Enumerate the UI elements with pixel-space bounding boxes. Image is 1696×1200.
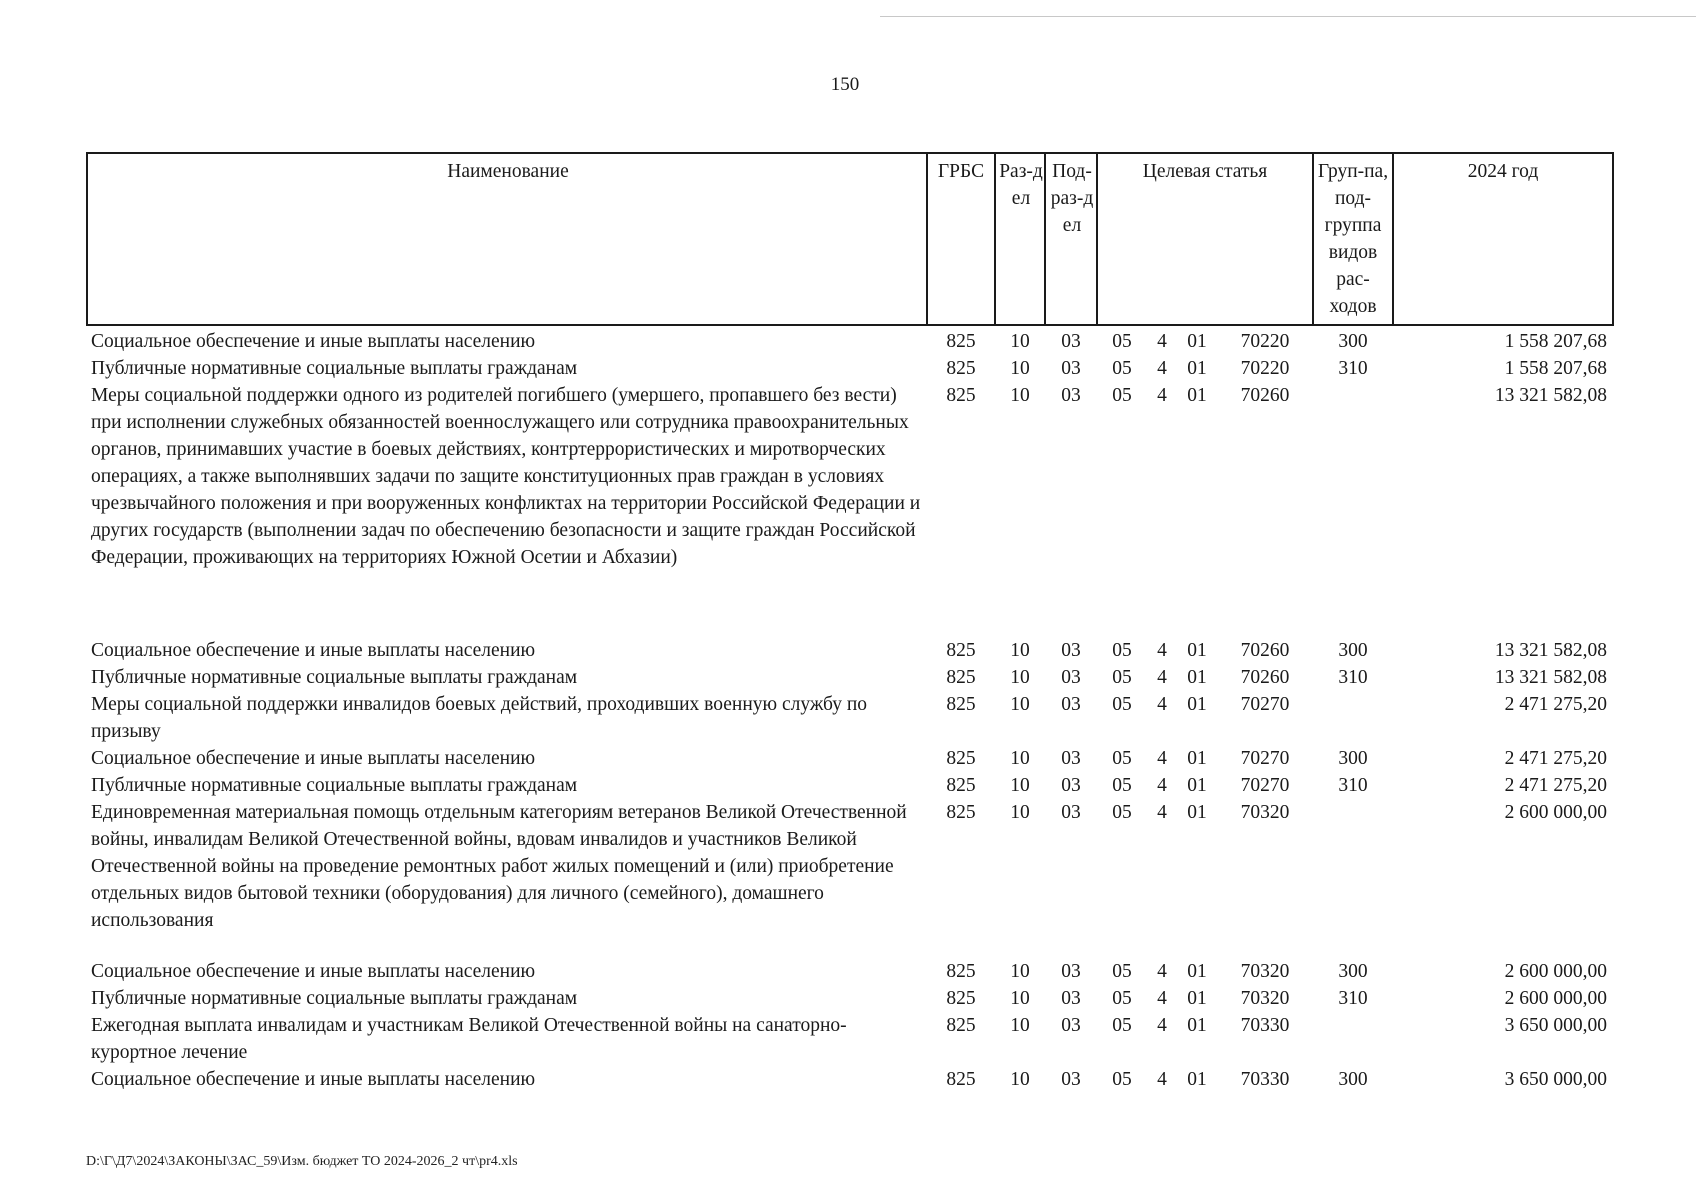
row-grbs: 825 xyxy=(946,694,976,715)
target-article-code: 70330 xyxy=(1240,1015,1290,1036)
row-grbs: 825 xyxy=(946,1069,976,1090)
table-header-row xyxy=(87,153,1613,325)
target-article-subprogram: 01 xyxy=(1187,667,1207,688)
row-name: Меры социальной поддержки одного из родителей погибшего (умершего, пропавшего без вести) при исполнении служебных обязанностей военнослужащего или сотрудника правоохранительных органов, принимавших участие в боевых действиях, контртеррористических и миротворческих операциях, а также выполнявших задачи по защите конституционных прав граждан в условиях чрезвычайного положения и при вооруженных конфликтах на территории Российской Федерации и других государств (выполнении задач по обеспечению безопасности и защите граждан Российской Федерации, проживающих на территориях Южной Осетии и Абхазии) xyxy=(91,385,921,568)
header-podrazdel xyxy=(1045,153,1097,325)
target-article-program: 05 xyxy=(1112,358,1132,379)
target-article-type: 4 xyxy=(1157,358,1167,379)
row-target-article xyxy=(1097,745,1313,772)
row-name: Социальное обеспечение и иные выплаты населению xyxy=(91,640,536,661)
target-article-type: 4 xyxy=(1157,667,1167,688)
row-podrazdel: 03 xyxy=(1061,385,1081,406)
top-edge-line xyxy=(880,16,1696,17)
row-expense-group: 310 xyxy=(1338,667,1368,688)
row-grbs: 825 xyxy=(946,802,976,823)
row-name: Социальное обеспечение и иные выплаты населению xyxy=(91,1069,536,1090)
target-article-program: 05 xyxy=(1112,385,1132,406)
table-row xyxy=(87,637,1613,664)
row-expense-group: 300 xyxy=(1338,1069,1368,1090)
row-grbs: 825 xyxy=(946,988,976,1009)
target-article-code: 70320 xyxy=(1240,988,1290,1009)
row-grbs: 825 xyxy=(946,961,976,982)
row-grbs: 825 xyxy=(946,775,976,796)
budget-table xyxy=(86,152,1614,1093)
target-article-type: 4 xyxy=(1157,331,1167,352)
target-article-type: 4 xyxy=(1157,802,1167,823)
target-article-program: 05 xyxy=(1112,1069,1132,1090)
header-podrazdel-label: Под-раз-дел xyxy=(1050,161,1094,236)
table-body xyxy=(87,325,1613,1093)
row-amount-2024: 3 650 000,00 xyxy=(1504,1069,1607,1090)
row-amount-2024: 2 471 275,20 xyxy=(1504,775,1607,796)
target-article-type: 4 xyxy=(1157,748,1167,769)
header-razdel xyxy=(995,153,1045,325)
header-expense-group xyxy=(1313,153,1393,325)
file-path-footer: D:\Г\Д7\2024\ЗАКОНЫ\ЗАС_59\Изм. бюджет ТО 2024-2026_2 чт\pr4.xls xyxy=(86,1154,518,1169)
table-row xyxy=(87,1066,1613,1093)
row-amount-2024: 13 321 582,08 xyxy=(1494,385,1607,406)
target-article-subprogram: 01 xyxy=(1187,748,1207,769)
header-target-article-label: Целевая статья xyxy=(1142,161,1268,182)
row-expense-group: 310 xyxy=(1338,988,1368,1009)
row-expense-group: 300 xyxy=(1338,331,1368,352)
row-razdel: 10 xyxy=(1010,802,1030,823)
row-expense-group: 310 xyxy=(1338,775,1368,796)
row-amount-2024: 2 600 000,00 xyxy=(1504,988,1607,1009)
row-target-article xyxy=(1097,1066,1313,1093)
header-grbs-label: ГРБС xyxy=(937,161,985,182)
target-article-type: 4 xyxy=(1157,1069,1167,1090)
row-razdel: 10 xyxy=(1010,775,1030,796)
row-target-article xyxy=(1097,637,1313,664)
row-podrazdel: 03 xyxy=(1061,694,1081,715)
target-article-subprogram: 01 xyxy=(1187,385,1207,406)
target-article-subprogram: 01 xyxy=(1187,358,1207,379)
target-article-program: 05 xyxy=(1112,988,1132,1009)
row-amount-2024: 2 471 275,20 xyxy=(1504,748,1607,769)
target-article-code: 70220 xyxy=(1240,358,1290,379)
row-target-article xyxy=(1097,664,1313,691)
row-grbs: 825 xyxy=(946,640,976,661)
target-article-program: 05 xyxy=(1112,802,1132,823)
row-name: Социальное обеспечение и иные выплаты населению xyxy=(91,748,536,769)
row-razdel: 10 xyxy=(1010,640,1030,661)
table-row xyxy=(87,772,1613,799)
row-name: Единовременная материальная помощь отдельным категориям ветеранов Великой Отечественной войны, инвалидам Великой Отечественной войны, вдовам инвалидов и участников Великой Отечественной войны на проведение ремонтных работ жилых помещений и (или) приобретение отдельных видов бытовой техники (оборудования) для личного (семейного), домашнего использования xyxy=(91,802,907,931)
row-grbs: 825 xyxy=(946,358,976,379)
table-row xyxy=(87,382,1613,637)
row-podrazdel: 03 xyxy=(1061,775,1081,796)
row-name: Публичные нормативные социальные выплаты гражданам xyxy=(91,667,578,688)
target-article-subprogram: 01 xyxy=(1187,1015,1207,1036)
row-amount-2024: 1 558 207,68 xyxy=(1504,358,1607,379)
row-razdel: 10 xyxy=(1010,358,1030,379)
table-row xyxy=(87,985,1613,1012)
target-article-code: 70260 xyxy=(1240,640,1290,661)
row-target-article xyxy=(1097,799,1313,958)
row-expense-group: 300 xyxy=(1338,748,1368,769)
row-target-article xyxy=(1097,691,1313,745)
row-grbs: 825 xyxy=(946,1015,976,1036)
row-amount-2024: 2 471 275,20 xyxy=(1504,694,1607,715)
row-grbs: 825 xyxy=(946,385,976,406)
row-razdel: 10 xyxy=(1010,385,1030,406)
row-podrazdel: 03 xyxy=(1061,640,1081,661)
row-podrazdel: 03 xyxy=(1061,331,1081,352)
row-name: Меры социальной поддержки инвалидов боевых действий, проходивших военную службу по призыву xyxy=(91,694,868,742)
target-article-type: 4 xyxy=(1157,1015,1167,1036)
row-podrazdel: 03 xyxy=(1061,748,1081,769)
row-expense-group xyxy=(1313,799,1393,958)
target-article-program: 05 xyxy=(1112,961,1132,982)
row-razdel: 10 xyxy=(1010,331,1030,352)
row-name: Публичные нормативные социальные выплаты гражданам xyxy=(91,775,578,796)
table-row xyxy=(87,664,1613,691)
target-article-type: 4 xyxy=(1157,961,1167,982)
header-year-2024 xyxy=(1393,153,1613,325)
budget-table-sheet xyxy=(86,152,1612,1093)
row-name: Социальное обеспечение и иные выплаты населению xyxy=(91,961,536,982)
row-name: Публичные нормативные социальные выплаты гражданам xyxy=(91,988,578,1009)
target-article-subprogram: 01 xyxy=(1187,961,1207,982)
target-article-code: 70320 xyxy=(1240,961,1290,982)
row-amount-2024: 2 600 000,00 xyxy=(1504,802,1607,823)
row-expense-group: 300 xyxy=(1338,640,1368,661)
header-grbs xyxy=(927,153,995,325)
target-article-program: 05 xyxy=(1112,775,1132,796)
row-razdel: 10 xyxy=(1010,1069,1030,1090)
row-amount-2024: 13 321 582,08 xyxy=(1494,667,1607,688)
target-article-subprogram: 01 xyxy=(1187,694,1207,715)
target-article-code: 70270 xyxy=(1240,775,1290,796)
row-razdel: 10 xyxy=(1010,748,1030,769)
row-razdel: 10 xyxy=(1010,667,1030,688)
header-year-2024-label: 2024 год xyxy=(1467,161,1539,182)
target-article-code: 70260 xyxy=(1240,385,1290,406)
page-number: 150 xyxy=(830,74,860,95)
table-row xyxy=(87,745,1613,772)
target-article-code: 70260 xyxy=(1240,667,1290,688)
row-amount-2024: 1 558 207,68 xyxy=(1504,331,1607,352)
row-podrazdel: 03 xyxy=(1061,988,1081,1009)
row-podrazdel: 03 xyxy=(1061,667,1081,688)
target-article-program: 05 xyxy=(1112,640,1132,661)
target-article-program: 05 xyxy=(1112,331,1132,352)
row-amount-2024: 3 650 000,00 xyxy=(1504,1015,1607,1036)
target-article-type: 4 xyxy=(1157,694,1167,715)
header-razdel-label: Раз-дел xyxy=(999,161,1043,209)
row-target-article xyxy=(1097,355,1313,382)
target-article-subprogram: 01 xyxy=(1187,802,1207,823)
row-amount-2024: 2 600 000,00 xyxy=(1504,961,1607,982)
row-target-article xyxy=(1097,985,1313,1012)
table-row xyxy=(87,799,1613,958)
target-article-code: 70320 xyxy=(1240,802,1290,823)
header-name-label: Наименование xyxy=(447,161,569,182)
row-grbs: 825 xyxy=(946,667,976,688)
row-amount-2024: 13 321 582,08 xyxy=(1494,640,1607,661)
target-article-subprogram: 01 xyxy=(1187,640,1207,661)
header-target-article xyxy=(1097,153,1313,325)
row-razdel: 10 xyxy=(1010,988,1030,1009)
target-article-code: 70220 xyxy=(1240,331,1290,352)
row-podrazdel: 03 xyxy=(1061,1069,1081,1090)
row-target-article xyxy=(1097,1012,1313,1066)
target-article-program: 05 xyxy=(1112,667,1132,688)
target-article-code: 70270 xyxy=(1240,748,1290,769)
target-article-type: 4 xyxy=(1157,988,1167,1009)
row-target-article xyxy=(1097,382,1313,637)
row-expense-group: 300 xyxy=(1338,961,1368,982)
row-podrazdel: 03 xyxy=(1061,802,1081,823)
row-target-article xyxy=(1097,325,1313,355)
row-razdel: 10 xyxy=(1010,1015,1030,1036)
table-row xyxy=(87,958,1613,985)
row-expense-group xyxy=(1313,1012,1393,1066)
row-razdel: 10 xyxy=(1010,961,1030,982)
row-grbs: 825 xyxy=(946,748,976,769)
header-name xyxy=(87,153,927,325)
target-article-program: 05 xyxy=(1112,748,1132,769)
target-article-type: 4 xyxy=(1157,385,1167,406)
row-expense-group: 310 xyxy=(1338,358,1368,379)
row-name: Ежегодная выплата инвалидам и участникам Великой Отечественной войны на санаторно-курортное лечение xyxy=(91,1015,847,1063)
target-article-subprogram: 01 xyxy=(1187,988,1207,1009)
target-article-type: 4 xyxy=(1157,640,1167,661)
target-article-program: 05 xyxy=(1112,1015,1132,1036)
table-row xyxy=(87,325,1613,355)
table-row xyxy=(87,1012,1613,1066)
row-target-article xyxy=(1097,772,1313,799)
target-article-subprogram: 01 xyxy=(1187,1069,1207,1090)
row-podrazdel: 03 xyxy=(1061,358,1081,379)
row-name: Публичные нормативные социальные выплаты гражданам xyxy=(91,358,578,379)
target-article-subprogram: 01 xyxy=(1187,775,1207,796)
header-expense-group-label: Груп-па, под-группа видов рас-ходов xyxy=(1317,161,1389,317)
row-expense-group xyxy=(1313,382,1393,637)
row-target-article xyxy=(1097,958,1313,985)
target-article-code: 70270 xyxy=(1240,694,1290,715)
row-razdel: 10 xyxy=(1010,694,1030,715)
target-article-program: 05 xyxy=(1112,694,1132,715)
target-article-type: 4 xyxy=(1157,775,1167,796)
row-name: Социальное обеспечение и иные выплаты населению xyxy=(91,331,536,352)
row-expense-group xyxy=(1313,691,1393,745)
target-article-subprogram: 01 xyxy=(1187,331,1207,352)
row-podrazdel: 03 xyxy=(1061,1015,1081,1036)
row-grbs: 825 xyxy=(946,331,976,352)
row-podrazdel: 03 xyxy=(1061,961,1081,982)
target-article-code: 70330 xyxy=(1240,1069,1290,1090)
table-row xyxy=(87,355,1613,382)
table-row xyxy=(87,691,1613,745)
